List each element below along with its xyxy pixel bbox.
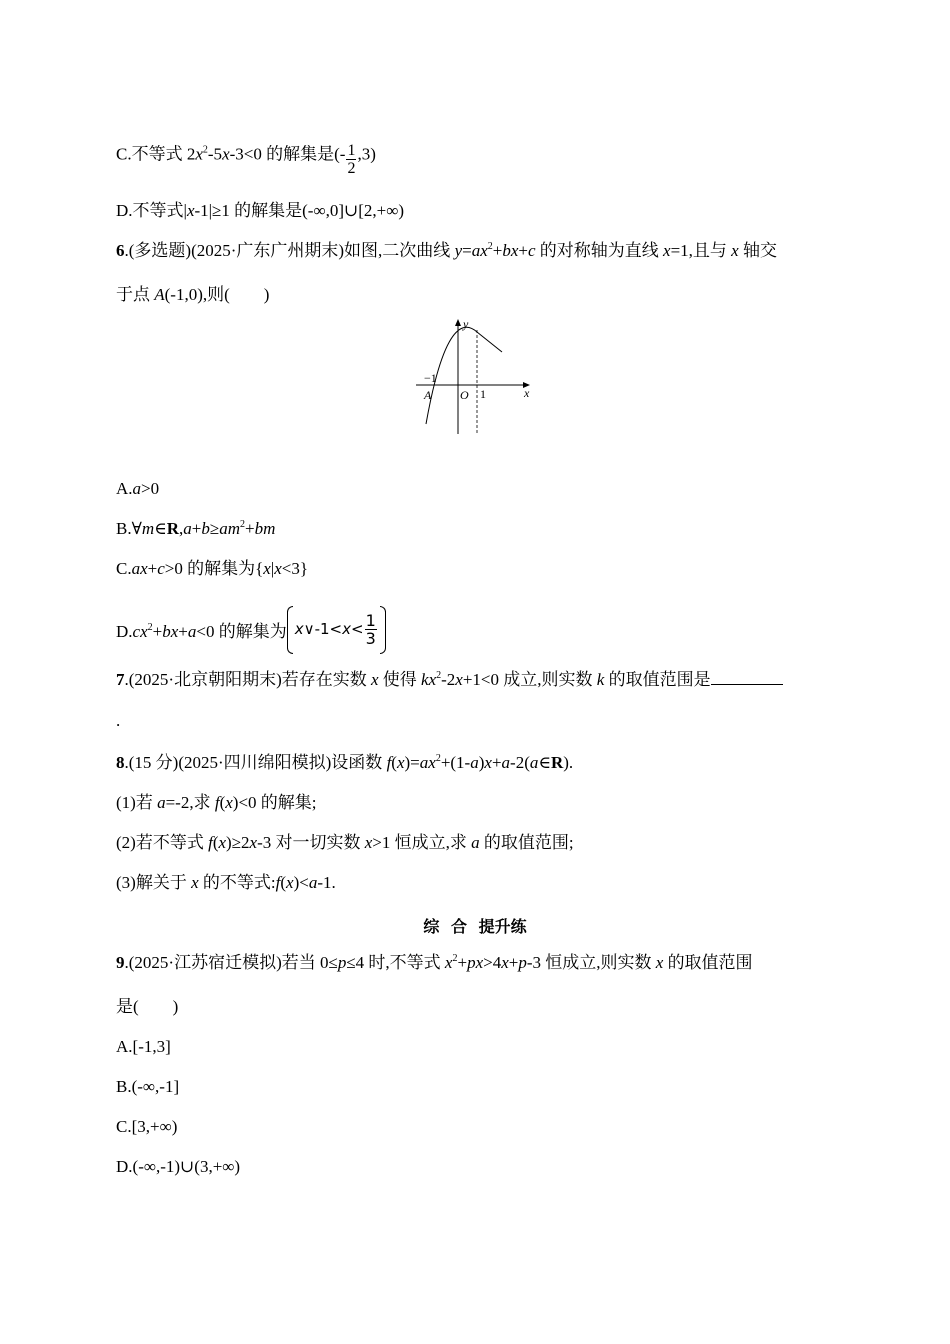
text: + xyxy=(491,753,502,772)
var-a: a xyxy=(132,479,142,498)
var-x: x xyxy=(249,833,258,852)
tick-label-1: 1 xyxy=(480,387,486,401)
var-x: x xyxy=(510,241,519,260)
var-a: a xyxy=(308,873,318,892)
fraction-one-half xyxy=(346,142,356,177)
var-b: b xyxy=(502,241,511,260)
var-x: x xyxy=(480,241,488,260)
var-x: x xyxy=(263,559,271,578)
text: =-2,求 xyxy=(165,793,215,812)
q8-part-2 xyxy=(116,832,574,854)
var-b: b xyxy=(254,519,264,538)
text: 的取值范围; xyxy=(479,833,574,852)
q6-option-c[interactable] xyxy=(116,558,308,580)
set-body xyxy=(294,611,378,648)
text: ≤4 时,不等式 xyxy=(346,953,445,972)
var-x: x xyxy=(396,753,405,772)
text: <0 的解集为 xyxy=(196,621,287,641)
exponent: 2 xyxy=(436,670,442,681)
text: D.(-∞,-1)∪(3,+∞) xyxy=(116,1157,241,1176)
y-axis-arrow-icon xyxy=(455,319,461,326)
var-x: x xyxy=(140,621,148,641)
var-x: x xyxy=(484,753,492,772)
text: >1 恒成立,求 xyxy=(372,833,472,852)
text: ( xyxy=(280,873,287,892)
text: ). xyxy=(563,753,574,772)
q9-option-b[interactable] xyxy=(116,1076,179,1098)
text: >4 xyxy=(483,953,502,972)
var-a: a xyxy=(529,753,539,772)
var-x: x xyxy=(222,144,230,164)
numerator: 1 xyxy=(365,611,376,630)
x-axis-label: x xyxy=(524,386,530,400)
text: + xyxy=(244,519,255,538)
text: . xyxy=(116,711,121,730)
var-p: p xyxy=(337,953,347,972)
text: C.[3,+∞) xyxy=(116,1117,178,1136)
var-f: f xyxy=(386,753,392,772)
text: + xyxy=(191,519,202,538)
text: 的取值范围是 xyxy=(604,670,711,689)
text: + xyxy=(457,953,468,972)
var-a: a xyxy=(219,519,228,538)
var-a: a xyxy=(419,753,429,772)
var-x: x xyxy=(274,559,282,578)
q5-option-c[interactable] xyxy=(116,138,376,177)
var-x: x xyxy=(731,241,739,260)
var-x: x xyxy=(444,953,453,972)
denominator: 2 xyxy=(347,160,356,177)
text: <3} xyxy=(281,559,309,578)
var-x: x xyxy=(655,953,664,972)
point-a-label: A xyxy=(424,388,432,402)
text: + xyxy=(492,241,503,260)
var-x: x xyxy=(186,201,195,220)
text: = xyxy=(462,241,472,260)
text: + xyxy=(147,559,158,578)
text: ∈ xyxy=(154,519,167,538)
text: ( xyxy=(212,833,219,852)
var-m: m xyxy=(263,519,276,538)
q9-option-c[interactable] xyxy=(116,1116,177,1138)
var-p: p xyxy=(518,953,527,972)
text: -5 xyxy=(207,144,223,164)
var-x: x xyxy=(455,670,463,689)
var-a: a xyxy=(471,833,480,852)
text: 是( ) xyxy=(116,997,179,1016)
text: )< xyxy=(293,873,309,892)
text: )≥2 xyxy=(226,833,250,852)
text: .(多选题)(2025·广东广州期末)如图,二次曲线 xyxy=(124,241,455,260)
text: +(1- xyxy=(440,753,471,772)
question-number: 6 xyxy=(116,241,125,260)
var-k: k xyxy=(596,670,605,689)
text: + xyxy=(152,621,163,641)
var-x: x xyxy=(364,833,373,852)
text: | xyxy=(270,559,275,578)
var-a: a xyxy=(183,519,192,538)
var-x: x xyxy=(342,620,351,638)
text: ,3) xyxy=(357,144,376,164)
text: )<0 的解集; xyxy=(232,793,317,812)
text: < xyxy=(351,620,364,638)
text: B.(-∞,-1] xyxy=(116,1077,180,1096)
text: 的不等式: xyxy=(198,873,276,892)
exponent: 2 xyxy=(487,241,493,252)
answer-blank[interactable] xyxy=(711,668,783,685)
var-x: x xyxy=(663,241,671,260)
text: ∨-1< xyxy=(303,620,343,638)
var-f: f xyxy=(275,873,281,892)
numerator: 1 xyxy=(347,142,356,159)
q9-stem-line-1 xyxy=(116,952,753,974)
var-x: x xyxy=(170,621,179,641)
text: -2( xyxy=(510,753,530,772)
denominator: 3 xyxy=(365,629,376,648)
text: + xyxy=(178,621,188,641)
text: -1|≥1 的解集是(-∞,0]∪[2,+∞) xyxy=(194,201,405,220)
var-x: x xyxy=(370,670,379,689)
fraction-one-third xyxy=(365,612,377,647)
var-x: x xyxy=(195,144,203,164)
var-a: a xyxy=(501,753,511,772)
text: -3<0 的解集是(- xyxy=(229,144,346,164)
var-a: a xyxy=(470,753,479,772)
q7-period xyxy=(116,710,120,732)
question-number: 8 xyxy=(116,753,125,772)
origin-label: O xyxy=(460,388,469,402)
text: 的取值范围 xyxy=(663,953,753,972)
var-c: c xyxy=(527,241,536,260)
text: .(2025·江苏宿迁模拟)若当 0≤ xyxy=(124,953,338,972)
q5-option-d[interactable] xyxy=(116,200,404,222)
var-x: x xyxy=(140,559,148,578)
text: .(15 分)(2025·四川绵阳模拟)设函数 xyxy=(124,753,387,772)
text: 使得 xyxy=(378,670,422,689)
var-x: x xyxy=(294,620,304,638)
text: A.[-1,3] xyxy=(116,1037,171,1056)
text: +1<0 成立,则实数 xyxy=(462,670,597,689)
var-a: a xyxy=(131,559,141,578)
parabola-curve xyxy=(426,327,502,424)
text: )= xyxy=(404,753,420,772)
var-c: c xyxy=(132,621,141,641)
parabola-graph xyxy=(412,316,542,438)
text: C.不等式 2 xyxy=(116,144,196,164)
var-k: k xyxy=(421,670,429,689)
y-axis-label: y xyxy=(463,317,469,331)
var-a: a xyxy=(157,793,166,812)
section-heading: 综 合 提升练 xyxy=(423,917,527,936)
text: >0 xyxy=(141,479,160,498)
text: C. xyxy=(116,559,132,578)
q6-option-a[interactable] xyxy=(116,478,159,500)
text: (-1,0),则( ) xyxy=(164,285,270,304)
text: ∈ xyxy=(538,753,551,772)
var-p: p xyxy=(467,953,476,972)
text: A. xyxy=(116,479,133,498)
text: 于点 xyxy=(116,285,155,304)
tick-label-neg1: −1 xyxy=(424,371,437,385)
text: B.∀ xyxy=(116,519,142,538)
var-y: y xyxy=(454,241,463,260)
var-c: c xyxy=(157,559,165,578)
reals-symbol: R xyxy=(166,519,180,538)
var-x: x xyxy=(218,833,227,852)
q6-option-d[interactable] xyxy=(116,610,386,656)
text: ≥ xyxy=(209,519,220,538)
exponent: 2 xyxy=(202,144,208,156)
var-m: m xyxy=(227,519,240,538)
left-brace xyxy=(287,606,293,654)
var-f: f xyxy=(208,833,213,852)
text: ) xyxy=(478,753,485,772)
var-x: x xyxy=(501,953,509,972)
text: ( xyxy=(219,793,226,812)
var-a: a xyxy=(471,241,481,260)
q9-option-d[interactable] xyxy=(116,1156,240,1178)
q9-stem-line-2 xyxy=(116,996,178,1018)
exponent: 2 xyxy=(452,953,458,964)
var-x: x xyxy=(428,753,436,772)
var-b: b xyxy=(201,519,210,538)
text: =1,且与 xyxy=(670,241,732,260)
q6-option-b[interactable] xyxy=(116,518,275,540)
var-x: x xyxy=(475,953,484,972)
q7-stem xyxy=(116,668,783,691)
var-m: m xyxy=(141,519,155,538)
reals-symbol: R xyxy=(550,753,564,772)
text: -1. xyxy=(317,873,336,892)
q8-part-3 xyxy=(116,872,336,894)
var-x: x xyxy=(428,670,437,689)
var-a: a xyxy=(187,621,197,641)
text: (2)若不等式 xyxy=(116,833,209,852)
text: -3 恒成立,则实数 xyxy=(526,953,656,972)
text: -2 xyxy=(441,670,456,689)
solution-set-braces xyxy=(287,606,386,652)
var-x: x xyxy=(286,873,294,892)
q6-stem-line-1 xyxy=(116,240,777,262)
var-f: f xyxy=(214,793,220,812)
question-number: 7 xyxy=(116,670,125,689)
text: 轴交 xyxy=(738,241,777,260)
text: -3 对一切实数 xyxy=(257,833,365,852)
text: + xyxy=(508,953,519,972)
q9-option-a[interactable] xyxy=(116,1036,171,1058)
exponent: 2 xyxy=(147,621,153,633)
var-b: b xyxy=(162,621,171,641)
q8-part-1 xyxy=(116,792,317,814)
var-x: x xyxy=(225,793,233,812)
var-x: x xyxy=(191,873,199,892)
text: + xyxy=(518,241,528,260)
text: (1)若 xyxy=(116,793,158,812)
text: (3)解关于 xyxy=(116,873,192,892)
text: >0 的解集为{ xyxy=(164,559,264,578)
text: D. xyxy=(116,621,133,641)
question-number: 9 xyxy=(116,953,125,972)
q8-stem: 8.(15 分)(2025·四川绵阳模拟)设函数 $f(x)=ax^2+(1-a)x+a-2(a\in R)$. xyxy=(116,753,574,772)
text: 的对称轴为直线 xyxy=(535,241,664,260)
q6-stem-line-2 xyxy=(116,284,269,306)
point-a: A xyxy=(154,285,165,304)
text: D.不等式| xyxy=(116,201,187,220)
text: .(2025·北京朝阳期末)若存在实数 xyxy=(124,670,371,689)
exponent: 2 xyxy=(435,753,441,764)
right-brace xyxy=(380,606,386,654)
exponent: 2 xyxy=(239,519,245,530)
text: , xyxy=(179,519,184,538)
